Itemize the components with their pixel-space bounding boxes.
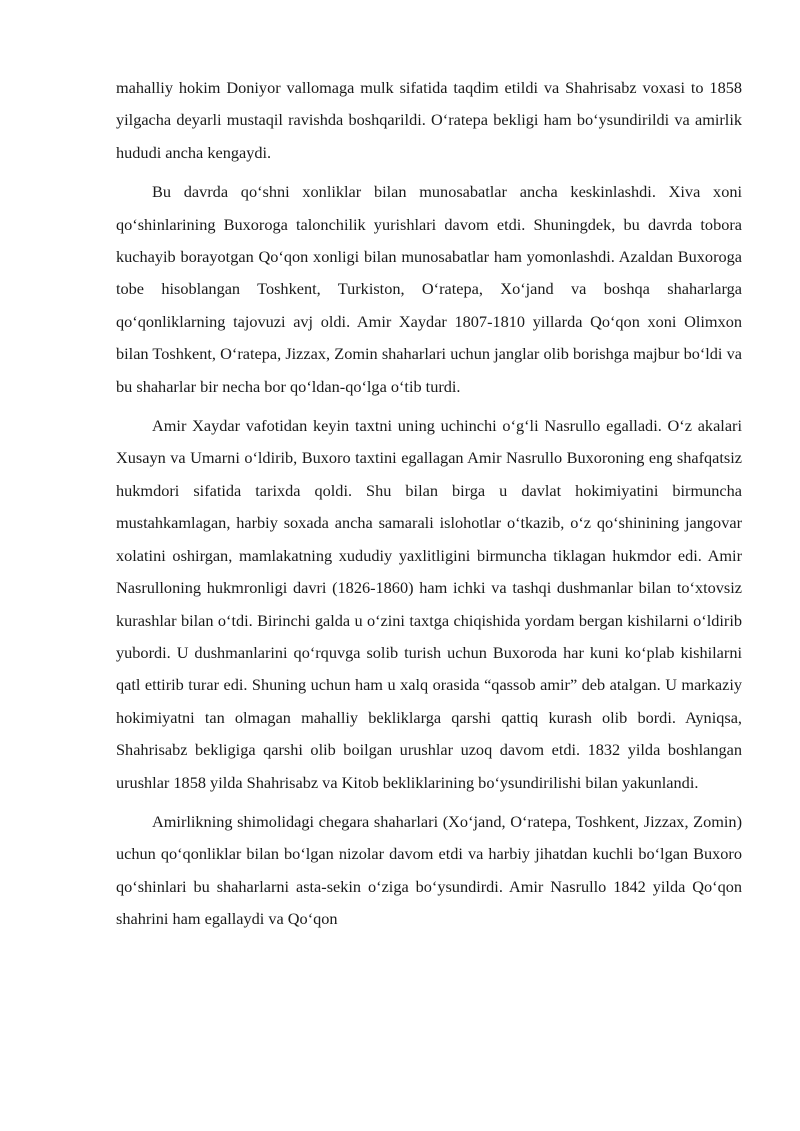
paragraph-1: mahalliy hokim Doniyor vallomaga mulk sifatida taqdim etildi va Shahrisabz voxasi to 1858 yilgacha deyarli mustaqil ravishda boshqarildi. O‘ratepa bekligi ham bo‘ysundirildi va amirlik hududi ancha kengaydi. (116, 78, 742, 162)
document-page (116, 72, 742, 943)
paragraph-4: Amirlikning shimolidagi chegara shaharlari (Xo‘jand, O‘ratepa, Toshkent, Jizzax, Zomin) uchun qo‘qonliklar bilan bo‘lgan nizolar davom etdi va harbiy jihatdan kuchli bo‘lgan Buxoro qo‘shinlari bu shaharlarni asta-sekin o‘ziga bo‘ysundirdi. Amir Nasrullo 1842 yilda Qo‘qon shahrini ham egallaydi va Qo‘qon (116, 811, 742, 929)
paragraph-2: Bu davrda qo‘shni xonliklar bilan munosabatlar ancha keskinlashdi. Xiva xoni qo‘shinlarining Buxoroga talonchilik yurishlari davom etdi. Shuningdek, bu davrda tobora kuchayib borayotgan Qo‘qon xonligi bilan munosabatlar ham yomonlashdi. Azaldan Buxoroga tobe hisoblangan Toshkent, Turkiston, O‘ratepa, Xo‘jand va boshqa shaharlarga qo‘qonliklarning tajovuzi avj oldi. Amir Xaydar 1807-1810 yillarda Qo‘qon xoni Olimxon bilan Toshkent, O‘ratepa, Jizzax, Zomin shaharlari uchun janglar olib borishga majbur bo‘ldi va bu shaharlar bir necha bor qo‘ldan-qo‘lga o‘tib turdi. (116, 182, 742, 396)
paragraph-3: Amir Xaydar vafotidan keyin taxtni uning uchinchi o‘g‘li Nasrullo egalladi. O‘z akalari Xusayn va Umarni o‘ldirib, Buxoro taxtini egallagan Amir Nasrullo Buxoroning eng shafqatsiz hukmdori sifatida tarixda qoldi. Shu bilan birga u davlat hokimiyatini birmuncha mustahkamlagan, harbiy soxada ancha samarali islohotlar o‘tkazib, o‘z qo‘shinining jangovar xolatini oshirgan, mamlakatning xududiy yaxlitligini birmuncha tiklagan hukmdor edi. Amir Nasrulloning hukmronligi davri (1826-1860) ham ichki va tashqi dushmanlar bilan to‘xtovsiz kurashlar bilan o‘tdi. Birinchi galda u o‘zini taxtga chiqishida yordam bergan kishilarni o‘ldirib yubordi. U dushmanlarini qo‘rquvga solib turish uchun Buxoroda har kuni ko‘plab kishilarni qatl ettirib turar edi. Shuning uchun ham u xalq orasida “qassob amir” deb atalgan. U markaziy hokimiyatni tan olmagan mahalliy bekliklarga qarshi qattiq kurash olib bordi. Ayniqsa, Shahrisabz bekligiga qarshi olib boilgan urushlar uzoq davom etdi. 1832 yilda boshlangan urushlar 1858 yilda Shahrisabz va Kitob bekliklarining bo‘ysundirilishi bilan yakunlandi. (116, 416, 742, 792)
